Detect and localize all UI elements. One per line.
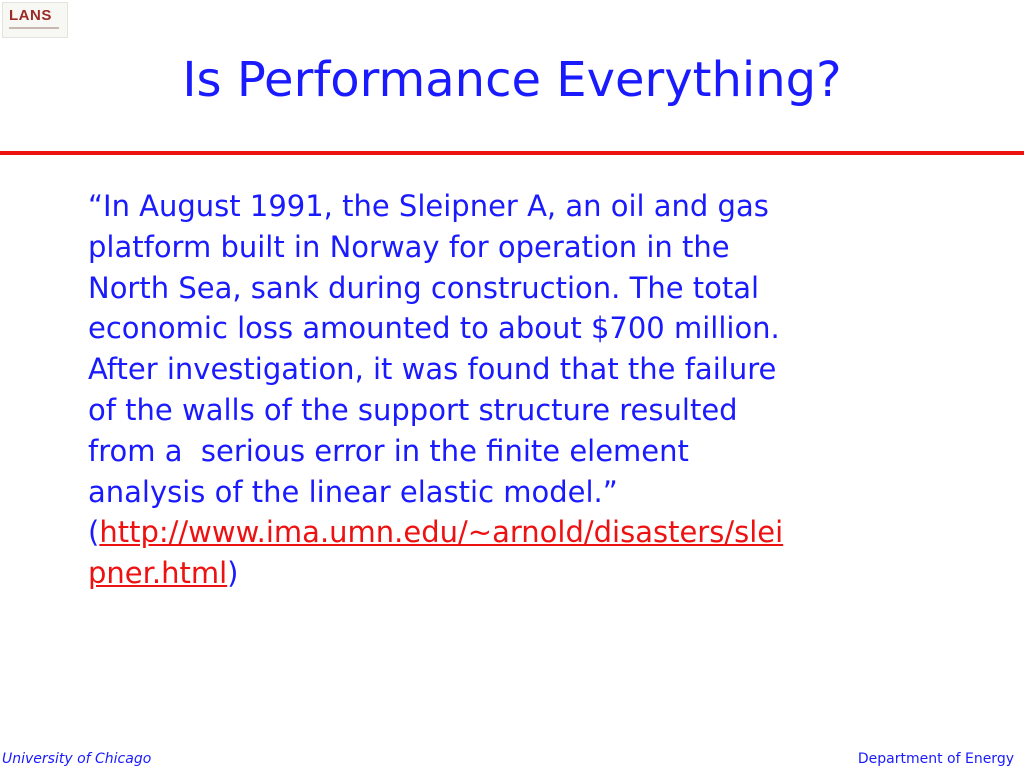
quote-line: economic loss amounted to about $700 million.	[88, 311, 780, 346]
citation-open-paren: (	[88, 515, 100, 550]
source-citation-line	[88, 553, 940, 594]
source-citation-line	[88, 512, 940, 553]
logo-underline	[9, 27, 59, 29]
lans-logo	[2, 2, 68, 38]
quote-line: from a serious error in the finite element	[88, 433, 689, 468]
quote-line: analysis of the linear elastic model.”	[88, 474, 618, 509]
slide-title: Is Performance Everything?	[182, 52, 842, 108]
source-link[interactable]: http://www.ima.umn.edu/~arnold/disasters/slei	[99, 515, 784, 550]
quote-line: “In August 1991, the Sleipner A, an oil and gas	[88, 189, 769, 223]
footer-university: University of Chicago	[2, 751, 152, 767]
footer-department: Department of Energy	[857, 751, 1014, 767]
quote-line: North Sea, sank during construction. The total	[88, 270, 760, 305]
quote-line: of the walls of the support structure resulted	[88, 392, 738, 427]
source-link-continued[interactable]: pner.html	[88, 556, 228, 591]
quote-line: platform built in Norway for operation in the	[88, 229, 730, 264]
logo-text: LANS	[9, 7, 52, 24]
citation-close-paren: )	[227, 556, 239, 591]
quote-line: After investigation, it was found that the failure	[88, 352, 777, 387]
title-divider	[0, 151, 1024, 155]
quote-block	[88, 186, 940, 594]
